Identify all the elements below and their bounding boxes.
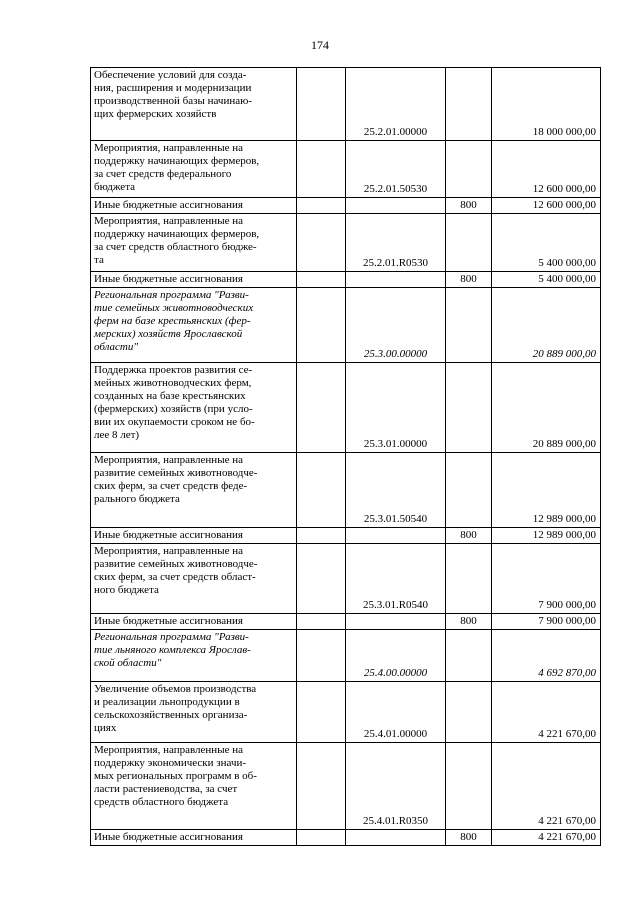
expense-type-cell — [446, 743, 492, 830]
table-row — [91, 743, 601, 830]
empty-cell — [297, 743, 346, 830]
target-code-cell: 25.3.01.R0540 — [346, 544, 446, 614]
table-row — [91, 363, 601, 453]
item-name-cell: Иные бюджетные ассигнования — [91, 198, 297, 214]
empty-cell — [297, 214, 346, 272]
amount-cell: 12 989 000,00 — [492, 528, 601, 544]
budget-table — [90, 67, 601, 846]
amount-cell: 5 400 000,00 — [492, 214, 601, 272]
target-code-cell — [346, 614, 446, 630]
expense-type-cell — [446, 453, 492, 528]
amount-cell: 4 221 670,00 — [492, 743, 601, 830]
amount-cell: 7 900 000,00 — [492, 614, 601, 630]
expense-type-cell — [446, 630, 492, 682]
target-code-cell: 25.2.01.50530 — [346, 141, 446, 198]
item-name-cell: Обеспечение условий для созда- ния, расширения и модернизации производственной базы начинаю- щих фермерских хозяйств — [91, 68, 297, 141]
target-code-cell: 25.4.01.00000 — [346, 682, 446, 743]
budget-table-body — [91, 68, 601, 846]
item-name-cell: Иные бюджетные ассигнования — [91, 528, 297, 544]
empty-cell — [297, 544, 346, 614]
empty-cell — [297, 272, 346, 288]
item-name-cell: Региональная программа "Разви- тие льняного комплекса Ярослав- ской области" — [91, 630, 297, 682]
table-row — [91, 614, 601, 630]
expense-type-cell — [446, 141, 492, 198]
empty-cell — [297, 682, 346, 743]
expense-type-cell — [446, 68, 492, 141]
table-row — [91, 68, 601, 141]
table-row — [91, 198, 601, 214]
page-number: 174 — [311, 38, 329, 52]
amount-cell: 4 692 870,00 — [492, 630, 601, 682]
item-name-cell: Иные бюджетные ассигнования — [91, 272, 297, 288]
item-name-cell: Мероприятия, направленные на поддержку экономически значи- мых региональных программ в об- ласти растениеводства, за счет средств областного бюджета — [91, 743, 297, 830]
amount-cell: 20 889 000,00 — [492, 288, 601, 363]
target-code-cell — [346, 528, 446, 544]
empty-cell — [297, 614, 346, 630]
expense-type-cell: 800 — [446, 198, 492, 214]
expense-type-cell — [446, 544, 492, 614]
expense-type-cell: 800 — [446, 272, 492, 288]
target-code-cell: 25.4.01.R0350 — [346, 743, 446, 830]
table-row — [91, 544, 601, 614]
table-row — [91, 630, 601, 682]
amount-cell: 7 900 000,00 — [492, 544, 601, 614]
item-name-cell: Мероприятия, направленные на развитие семейных животноводче- ских ферм, за счет средств област- ного бюджета — [91, 544, 297, 614]
amount-cell: 20 889 000,00 — [492, 363, 601, 453]
table-row — [91, 528, 601, 544]
target-code-cell: 25.2.01.00000 — [346, 68, 446, 141]
item-name-cell: Мероприятия, направленные на поддержку начинающих фермеров, за счет средств областного бюдже- та — [91, 214, 297, 272]
target-code-cell: 25.3.00.00000 — [346, 288, 446, 363]
target-code-cell: 25.3.01.00000 — [346, 363, 446, 453]
target-code-cell: 25.2.01.R0530 — [346, 214, 446, 272]
amount-cell: 4 221 670,00 — [492, 682, 601, 743]
expense-type-cell: 800 — [446, 830, 492, 846]
amount-cell: 12 989 000,00 — [492, 453, 601, 528]
table-row — [91, 214, 601, 272]
amount-cell: 4 221 670,00 — [492, 830, 601, 846]
table-row — [91, 682, 601, 743]
table-row — [91, 272, 601, 288]
empty-cell — [297, 453, 346, 528]
item-name-cell: Иные бюджетные ассигнования — [91, 830, 297, 846]
empty-cell — [297, 68, 346, 141]
amount-cell: 12 600 000,00 — [492, 141, 601, 198]
target-code-cell — [346, 830, 446, 846]
empty-cell — [297, 288, 346, 363]
empty-cell — [297, 630, 346, 682]
item-name-cell: Мероприятия, направленные на поддержку начинающих фермеров, за счет средств федерального бюджета — [91, 141, 297, 198]
expense-type-cell — [446, 214, 492, 272]
amount-cell: 18 000 000,00 — [492, 68, 601, 141]
item-name-cell: Иные бюджетные ассигнования — [91, 614, 297, 630]
empty-cell — [297, 363, 346, 453]
expense-type-cell — [446, 363, 492, 453]
table-row — [91, 453, 601, 528]
empty-cell — [297, 830, 346, 846]
target-code-cell: 25.4.00.00000 — [346, 630, 446, 682]
empty-cell — [297, 141, 346, 198]
table-row — [91, 288, 601, 363]
expense-type-cell: 800 — [446, 528, 492, 544]
expense-type-cell — [446, 288, 492, 363]
item-name-cell: Мероприятия, направленные на развитие семейных животноводче- ских ферм, за счет средств феде- рального бюджета — [91, 453, 297, 528]
target-code-cell — [346, 198, 446, 214]
amount-cell: 5 400 000,00 — [492, 272, 601, 288]
expense-type-cell: 800 — [446, 614, 492, 630]
target-code-cell: 25.3.01.50540 — [346, 453, 446, 528]
target-code-cell — [346, 272, 446, 288]
table-row — [91, 141, 601, 198]
item-name-cell: Поддержка проектов развития се- мейных животноводческих ферм, созданных на базе крестьянских (фермерских) хозяйств (при усло- вии их окупаемости сроком не бо- лее 8 лет) — [91, 363, 297, 453]
amount-cell: 12 600 000,00 — [492, 198, 601, 214]
empty-cell — [297, 528, 346, 544]
expense-type-cell — [446, 682, 492, 743]
empty-cell — [297, 198, 346, 214]
item-name-cell: Региональная программа "Разви- тие семейных животноводческих ферм на базе крестьянских (фер- мерских) хозяйств Ярославской области" — [91, 288, 297, 363]
table-row — [91, 830, 601, 846]
item-name-cell: Увеличение объемов производства и реализации льнопродукции в сельскохозяйственных организа- циях — [91, 682, 297, 743]
